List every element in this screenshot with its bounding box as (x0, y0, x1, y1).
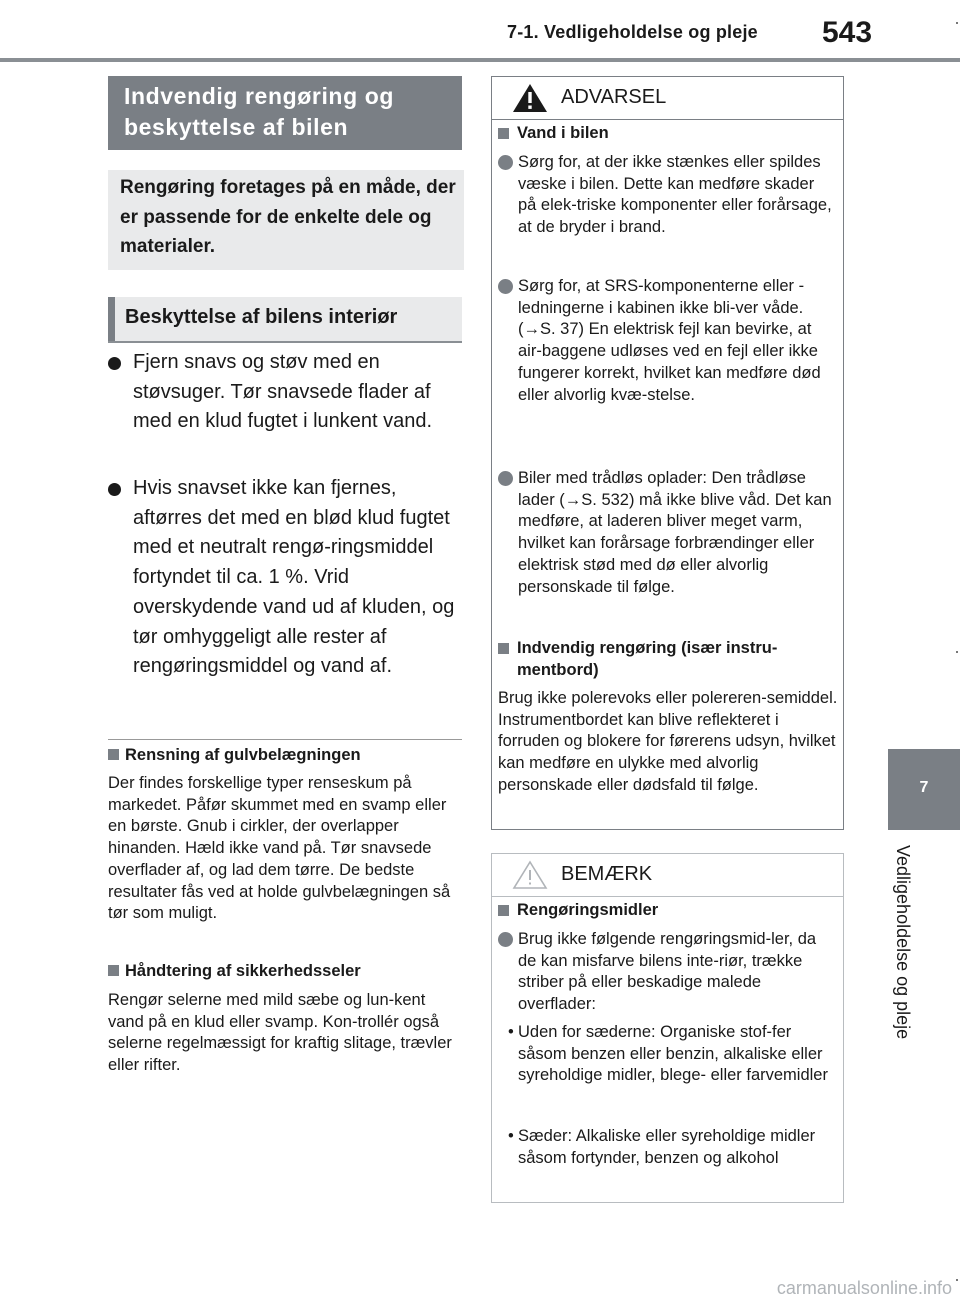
page-number: 543 (822, 16, 873, 49)
warning-heading-text: Vand i bilen (517, 124, 609, 142)
caution-triangle-icon (512, 860, 548, 890)
crop-mark (956, 651, 958, 653)
square-bullet-icon (108, 965, 119, 976)
dot-bullet: • (508, 1127, 514, 1145)
bullet-dot-icon (108, 483, 121, 496)
round-bullet-icon (498, 471, 513, 486)
notice-dash-text: Uden for sæderne: Organiske stof-fer såsom benzen eller benzin, alkaliske eller syreholdige midler, blege- eller farvemidler (518, 1023, 828, 1085)
divider (108, 739, 462, 740)
page-title-box (108, 76, 462, 150)
warning-triangle-icon (512, 83, 548, 113)
subheading: Beskyttelse af bilens interiør (125, 306, 398, 328)
square-bullet-icon (498, 643, 509, 654)
notice-dash-text: Sæder: Alkaliske eller syreholdige midler såsom fortynder, benzen og alkohol (518, 1127, 816, 1167)
subheading-bar (108, 297, 115, 341)
warning-bullet-text: Sørg for, at der ikke stænkes eller spildes væske i bilen. Dette kan medføre skader på elek-triske komponenter eller forårsage, at de bryder i brand. (518, 153, 832, 237)
intro-box (108, 170, 464, 270)
chapter-title: Vedligeholdelse og pleje (893, 845, 913, 1040)
intro-text: Rengøring foretages på en måde, der er passende for de enkelte dele og materialer. (120, 177, 456, 257)
crop-mark (956, 1279, 958, 1281)
page-title: Indvendig rengøring og beskyttelse af bilen (124, 83, 395, 140)
square-bullet-icon (498, 905, 509, 916)
square-bullet-icon (108, 749, 119, 760)
dot-bullet: • (508, 1023, 514, 1041)
section-title: 7-1. Vedligeholdelse og pleje (507, 22, 758, 42)
warning-bullet-text: Biler med trådløs oplader: Den trådløse lader (→S. 532) må ikke blive våd. Det kan medføre, at laderen bliver meget varm, hvilket kan forårsage forbrændinger eller elektrisk stød med dø eller alvorlig personskade til følge. (518, 469, 832, 596)
notice-heading-text: Rengøringsmidler (517, 901, 659, 919)
subheading-box (108, 297, 462, 343)
square-bullet-icon (498, 128, 509, 139)
section-heading (108, 746, 361, 765)
notice-box (491, 853, 844, 1203)
notice-label: BEMÆRK (561, 863, 653, 885)
crop-mark (956, 22, 958, 24)
watermark: carmanualsonline.info (776, 1278, 952, 1298)
chapter-number: 7 (919, 779, 929, 796)
section-heading-text: Rensning af gulvbelægningen (125, 746, 361, 764)
bullet-text: Fjern snavs og støv med en støvsuger. Tør snavsede flader af med en klud fugtet i lunkent vand. (133, 351, 433, 433)
section-text: Der findes forskellige typer renseskum på markedet. Påfør skummet med en svamp eller en børste. Gnub i cirkler, der overlapper hinanden. Hæld ikke vand på. Tør snavsede overflader af, og lad dem tørre. De bedste resultater fås ved at holde gulvbelægningen så tør som muligt. (108, 774, 451, 923)
bullet-dot-icon (108, 357, 121, 370)
section-heading (108, 962, 361, 981)
chapter-side-label (888, 845, 924, 1075)
warning-label: ADVARSEL (561, 86, 667, 108)
warning-box (491, 76, 844, 830)
warning-header (492, 77, 843, 120)
round-bullet-icon (498, 279, 513, 294)
bullet-text: Hvis snavset ikke kan fjernes, aftørres det med en blød klud fugtet med et neutralt rengø-ringsmiddel fortyndet til ca. 1 %. Vrid overskydende vand ud af kluden, og tør omhyggeligt alle rester af rengøringsmiddel og vand af. (133, 477, 455, 678)
warning-bullet-text: Sørg for, at SRS-komponenterne eller -ledningerne i kabinen ikke bli-ver våde. (→S. 37) En elektrisk fejl kan bevirke, at air-baggene udløses ved en fejl eller ikke fungerer korrekt, hvilket kan medføre død eller alvorlig kvæ-stelse. (518, 277, 821, 404)
header-rule (0, 58, 960, 62)
section-text: Rengør selerne med mild sæbe og lun-kent vand på en klud eller svamp. Kon-trollér også selerne regelmæssigt for kraftig slitage, trævler eller rifter. (108, 991, 452, 1075)
round-bullet-icon (498, 155, 513, 170)
round-bullet-icon (498, 932, 513, 947)
section-heading-text: Håndtering af sikkerhedsseler (125, 962, 361, 980)
warning-heading-text: Indvendig rengøring (især instru-mentbord) (517, 639, 778, 679)
notice-header (492, 854, 843, 897)
chapter-tab (888, 749, 960, 830)
warning-paragraph: Brug ikke polerevoks eller polereren-semiddel. Instrumentbordet kan blive reflekteret i forruden og blokere for førerens udsyn, hvilket kan medføre en ulykke med alvorlig personskade eller dødsfald til følge. (498, 689, 838, 794)
notice-bullet-text: Brug ikke følgende rengøringsmid-ler, da de kan misfarve bilens inte-riør, trække striber på eller beskadige malede overflader: (518, 930, 817, 1014)
